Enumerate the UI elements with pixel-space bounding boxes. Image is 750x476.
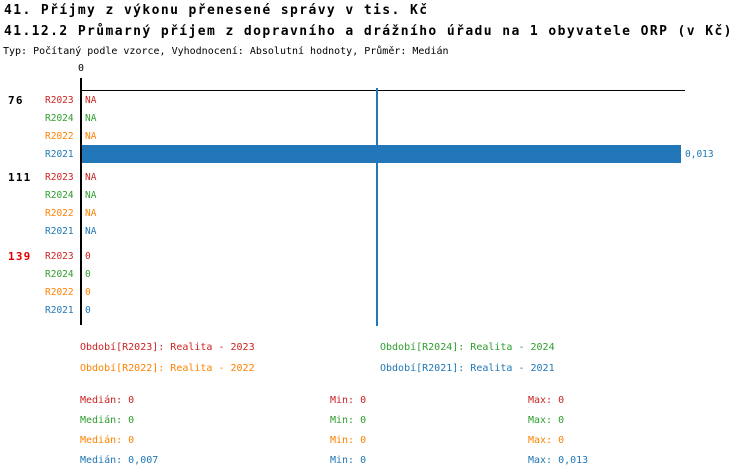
value-label: NA: [85, 95, 97, 106]
chart-row: [0, 187, 750, 205]
series-label-r2021: R2021: [45, 149, 74, 160]
group-label-76: 76: [8, 94, 24, 107]
min-value: Min: 0: [330, 455, 367, 466]
series-label-r2024: R2024: [45, 269, 74, 280]
group-label-111: 111: [8, 171, 32, 184]
stats-row-r2021: [0, 454, 750, 468]
chart-row: [0, 128, 750, 146]
max-value: Max: 0: [528, 435, 565, 446]
value-label: 0: [85, 251, 91, 262]
indicator-subtitle: 41.12.2 Průmarný příjem z dopravního a drážního úřadu na 1 obyvatele ORP (v Kč): [4, 24, 733, 39]
value-label: NA: [85, 190, 97, 201]
series-label-r2022: R2022: [45, 208, 74, 219]
series-label-r2023: R2023: [45, 95, 74, 106]
page-title: 41. Příjmy z výkonu přenesené správy v tis. Kč: [4, 3, 429, 18]
max-value: Max: 0,013: [528, 455, 589, 466]
x-axis-zero-tick-label: 0: [77, 63, 85, 74]
median-value: Medián: 0,007: [80, 455, 159, 466]
bar-76-r2021: [82, 145, 681, 163]
bar-value-label: 0,013: [685, 149, 714, 160]
series-label-r2023: R2023: [45, 251, 74, 262]
value-label: NA: [85, 208, 97, 219]
max-value: Max: 0: [528, 415, 565, 426]
stats-row-r2023: [0, 394, 750, 408]
min-value: Min: 0: [330, 435, 367, 446]
series-label-r2022: R2022: [45, 131, 74, 142]
value-label: 0: [85, 305, 91, 316]
chart-row: [0, 248, 750, 266]
chart-row: [0, 284, 750, 302]
legend-item-r2024: Období[R2024]: Realita - 2024: [380, 342, 555, 353]
indicator-meta-line: Typ: Počítaný podle vzorce, Vyhodnocení: Absolutní hodnoty, Průměr: Medián: [3, 46, 449, 57]
median-value: Medián: 0: [80, 415, 135, 426]
chart-row: [0, 302, 750, 320]
group-label-139: 139: [8, 250, 32, 263]
stats-row-r2024: [0, 414, 750, 428]
max-value: Max: 0: [528, 395, 565, 406]
series-label-r2023: R2023: [45, 172, 74, 183]
series-label-r2021: R2021: [45, 305, 74, 316]
chart-row: [0, 223, 750, 241]
value-label: NA: [85, 113, 97, 124]
min-value: Min: 0: [330, 415, 367, 426]
value-label: NA: [85, 172, 97, 183]
median-value: Medián: 0: [80, 435, 135, 446]
chart-row: [0, 110, 750, 128]
value-label: NA: [85, 131, 97, 142]
chart-row: [0, 266, 750, 284]
value-label: NA: [85, 226, 97, 237]
legend-item-r2021: Období[R2021]: Realita - 2021: [380, 363, 555, 374]
chart-row: [0, 92, 750, 110]
value-label: 0: [85, 269, 91, 280]
legend-item-r2022: Období[R2022]: Realita - 2022: [80, 363, 255, 374]
value-label: 0: [85, 287, 91, 298]
chart-row: [0, 169, 750, 187]
chart-row: [0, 205, 750, 223]
x-axis-top-line: [81, 90, 685, 91]
series-label-r2021: R2021: [45, 226, 74, 237]
stats-row-r2022: [0, 434, 750, 448]
min-value: Min: 0: [330, 395, 367, 406]
legend-item-r2023: Období[R2023]: Realita - 2023: [80, 342, 255, 353]
series-label-r2024: R2024: [45, 190, 74, 201]
median-value: Medián: 0: [80, 395, 135, 406]
series-label-r2022: R2022: [45, 287, 74, 298]
series-label-r2024: R2024: [45, 113, 74, 124]
